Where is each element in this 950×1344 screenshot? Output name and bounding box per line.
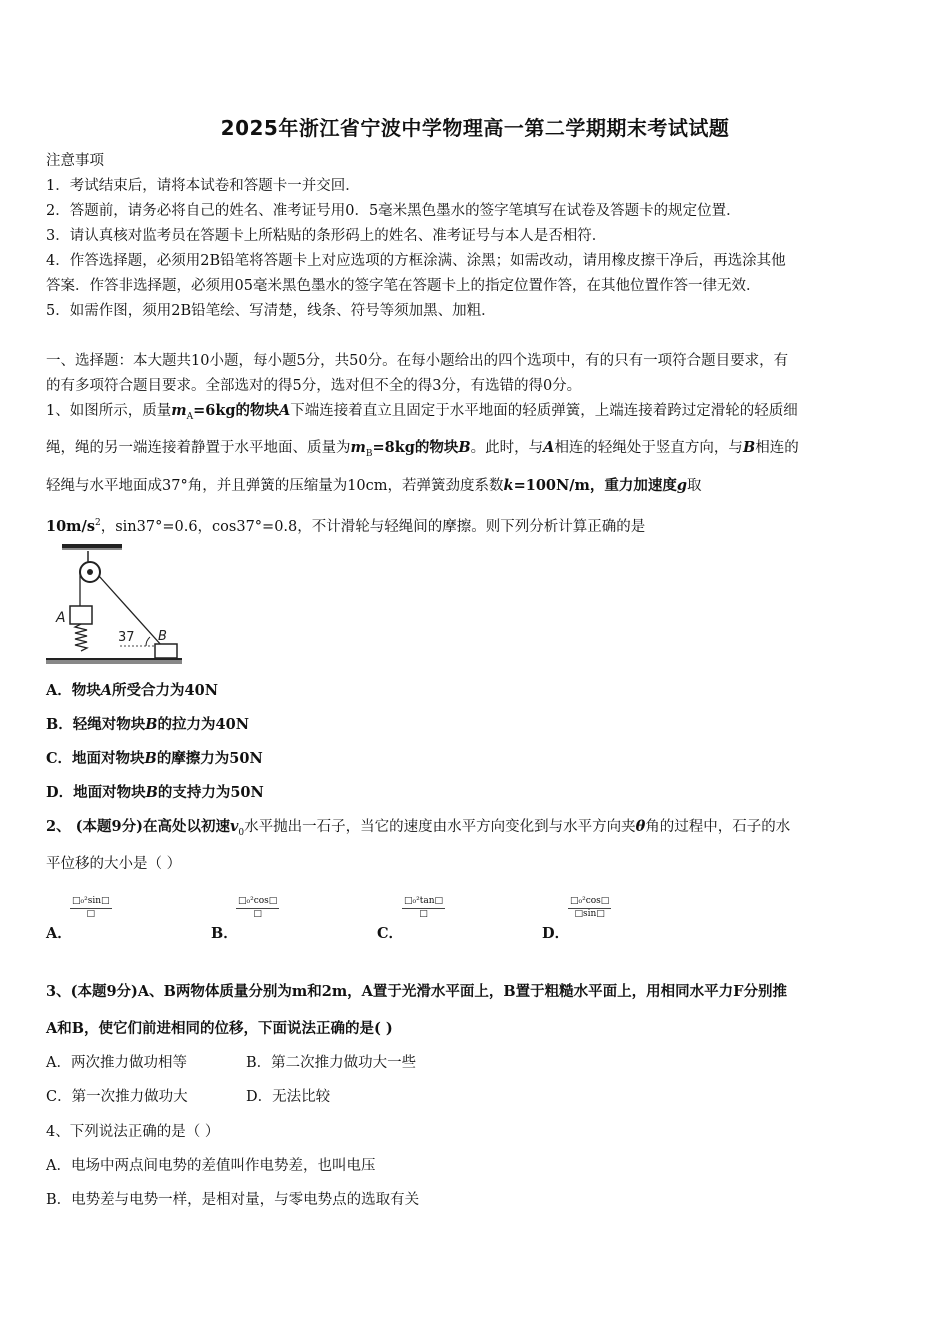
option-text: D．地面对物块: [46, 784, 146, 801]
q1-var-a: A: [543, 439, 555, 456]
q2-var-v: v: [229, 818, 239, 835]
pulley-axle-icon: [87, 569, 93, 575]
q3-stem-line-2: A和B，使它们前进相同的位移，下面说法正确的是( ): [46, 1020, 393, 1037]
formula-numerator: □₀²cos□: [568, 896, 611, 909]
formula-denominator: □: [419, 909, 428, 919]
q1-option-d[interactable]: [46, 784, 264, 802]
q1-sub-a: A: [186, 411, 194, 422]
notice-line-4: 4．作答选择题，必须用2B铅笔将答题卡上对应选项的方框涂满、涂黑；如需改动，请用橡皮擦干净后，再选涂其他: [46, 253, 786, 269]
q1-var-b: B: [742, 439, 756, 456]
option-var: B: [145, 784, 158, 801]
block-b: [155, 644, 177, 658]
q1-sub-b: B: [365, 448, 373, 459]
q1-text: 轻绳与水平地面成37°角，并且弹簧的压缩量为10cm，若弹簧劲度系数: [46, 478, 504, 494]
q3-stem-line-1: 3、(本题9分)A、B两物体质量分别为m和2m，A置于光滑水平面上，B置于粗糙水平面上，用相同水平力F分别推: [46, 983, 787, 1000]
notice-line-6: 5．如需作图，须用2B铅笔绘、写清楚，线条、符号等须加黑、加粗．: [46, 303, 496, 319]
spring-icon: [75, 624, 87, 651]
q1-text: ，sin37°=0.6，cos37°=0.8，不计滑轮与轻绳间的摩擦。则下列分析计算正确的是: [100, 518, 646, 535]
page-title: 2025年浙江省宁波中学物理高一第二学期期末考试试题: [220, 116, 730, 140]
notice-heading: 注意事项: [46, 153, 104, 169]
option-var: A: [100, 682, 113, 699]
option-text: 所受合力为40N: [112, 682, 218, 699]
option-text: 的拉力为40N: [157, 716, 249, 733]
q1-text: 1、如图所示，质量: [46, 403, 172, 419]
q3-option-b[interactable]: [246, 1054, 416, 1072]
section-line-2: 的有多项符合题目要求。全部选对的得5分，选对但不全的得3分，有选错的得0分。: [46, 378, 582, 394]
formula-numerator: □₀²cos□: [236, 896, 279, 909]
q1-var-b: B: [458, 439, 471, 456]
q1-option-c[interactable]: [46, 750, 263, 768]
q1-var-m: m: [350, 439, 366, 456]
angle-arc: [146, 637, 150, 646]
q1-text: 相连的: [755, 440, 799, 456]
q2-text: 水平抛出一石子，当它的速度由水平方向变化到与水平方向夹: [244, 819, 636, 835]
q1-var-a: A: [279, 402, 291, 419]
q1-stem-line-1: [46, 402, 798, 426]
q2-option-b[interactable]: B．: [211, 925, 238, 942]
q4-option-b[interactable]: B．电势差与电势一样，是相对量，与零电势点的选取有关: [46, 1192, 420, 1208]
label-b: B: [158, 629, 167, 644]
q2-var-theta: θ: [635, 818, 646, 835]
q1-text: 相连的轻绳处于竖直方向，与: [554, 440, 743, 456]
q1-text: 下端连接着直立且固定于水平地面的轻质弹簧，上端连接着跨过定滑轮的轻质细: [290, 403, 798, 419]
q4-option-a[interactable]: A．电场中两点间电势的差值叫作电势差，也叫电压: [46, 1158, 376, 1174]
q2-option-b-formula: [236, 896, 279, 920]
q1-option-b[interactable]: [46, 716, 249, 734]
q3-option-d[interactable]: [246, 1088, 330, 1106]
formula-denominator: □: [86, 909, 96, 919]
q3-option-c[interactable]: [46, 1088, 188, 1106]
q1-var-m: m: [171, 402, 187, 419]
option-text: B．第二次推力做功大一些: [246, 1055, 417, 1071]
q1-stem-line-3: [46, 477, 702, 495]
q2-option-c-formula: [402, 896, 445, 920]
q2-option-a-formula: [70, 896, 112, 920]
q2-text: 2、 (本题9分)在高处以初速: [46, 818, 230, 835]
formula-denominator: □sin□: [574, 909, 605, 919]
q2-stem-line-2: 平位移的大小是（ ）: [46, 856, 182, 872]
option-text: B．轻绳对物块: [46, 716, 146, 733]
q2-option-a[interactable]: A．: [46, 925, 72, 942]
notice-line-2: 2．答题前，请务必将自己的姓名、准考证号用0．5毫米黑色墨水的签字笔填写在试卷及答题卡的规定位置．: [46, 203, 741, 219]
q2-text: 角的过程中，石子的水: [645, 819, 791, 835]
option-var: B: [144, 750, 157, 767]
option-text: A．两次推力做功相等: [46, 1055, 187, 1071]
q1-figure: [44, 542, 184, 668]
section-line-1: 一、选择题：本大题共10小题，每小题5分，共50分。在每小题给出的四个选项中，有的只有一项符合题目要求，有: [46, 353, 789, 369]
q1-var-g: g: [676, 477, 688, 494]
q1-text: =8kg的物块: [372, 439, 459, 456]
option-text: C．第一次推力做功大: [46, 1089, 188, 1105]
q1-var-k: k: [503, 477, 514, 494]
ground-hatch: [46, 660, 182, 664]
option-text: C．地面对物块: [46, 750, 145, 767]
q1-sup: 2: [94, 518, 101, 528]
notice-line-5: 答案．作答非选择题，必须用05毫米黑色墨水的签字笔在答题卡上的指定位置作答，在其他位置作答一律无效．: [46, 278, 761, 294]
q1-stem-line-2: [46, 439, 799, 463]
q1-text: 10m/s: [46, 517, 95, 535]
q1-option-a[interactable]: [46, 682, 218, 700]
option-text: 的摩擦力为50N: [156, 750, 263, 767]
q2-sub: 0: [238, 827, 245, 838]
q1-text: 。此时，与: [470, 440, 544, 456]
formula-numerator: □₀²sin□: [70, 896, 112, 909]
option-text: 的支持力为50N: [157, 784, 264, 801]
q1-stem-line-4: [46, 514, 645, 536]
formula-denominator: □: [253, 909, 262, 919]
option-text: A．物块: [46, 682, 101, 699]
q1-text: 绳，绳的另一端连接着静置于水平地面、质量为: [46, 440, 351, 456]
q2-stem-line-1: [46, 818, 790, 842]
label-a: A: [56, 610, 66, 626]
angle-label: 37: [118, 630, 135, 645]
q1-text: 取: [687, 478, 702, 494]
formula-numerator: □₀²tan□: [402, 896, 445, 909]
notice-line-3: 3．请认真核对监考员在答题卡上所粘贴的条形码上的姓名、准考证号与本人是否相符．: [46, 228, 607, 244]
q2-option-c[interactable]: C．: [377, 925, 404, 942]
block-a: [70, 606, 92, 624]
q1-text: =6kg的物块: [193, 402, 280, 419]
q2-option-d[interactable]: D．: [542, 925, 570, 942]
option-var: B: [145, 716, 158, 733]
q1-text: =100N/m，重力加速度: [513, 477, 677, 494]
q3-option-a[interactable]: [46, 1054, 187, 1072]
q4-stem: 4、下列说法正确的是（ ）: [46, 1124, 220, 1140]
notice-line-1: 1．考试结束后，请将本试卷和答题卡一并交回．: [46, 178, 360, 194]
option-text: D．无法比较: [246, 1089, 331, 1105]
q2-option-d-formula: [568, 896, 611, 920]
